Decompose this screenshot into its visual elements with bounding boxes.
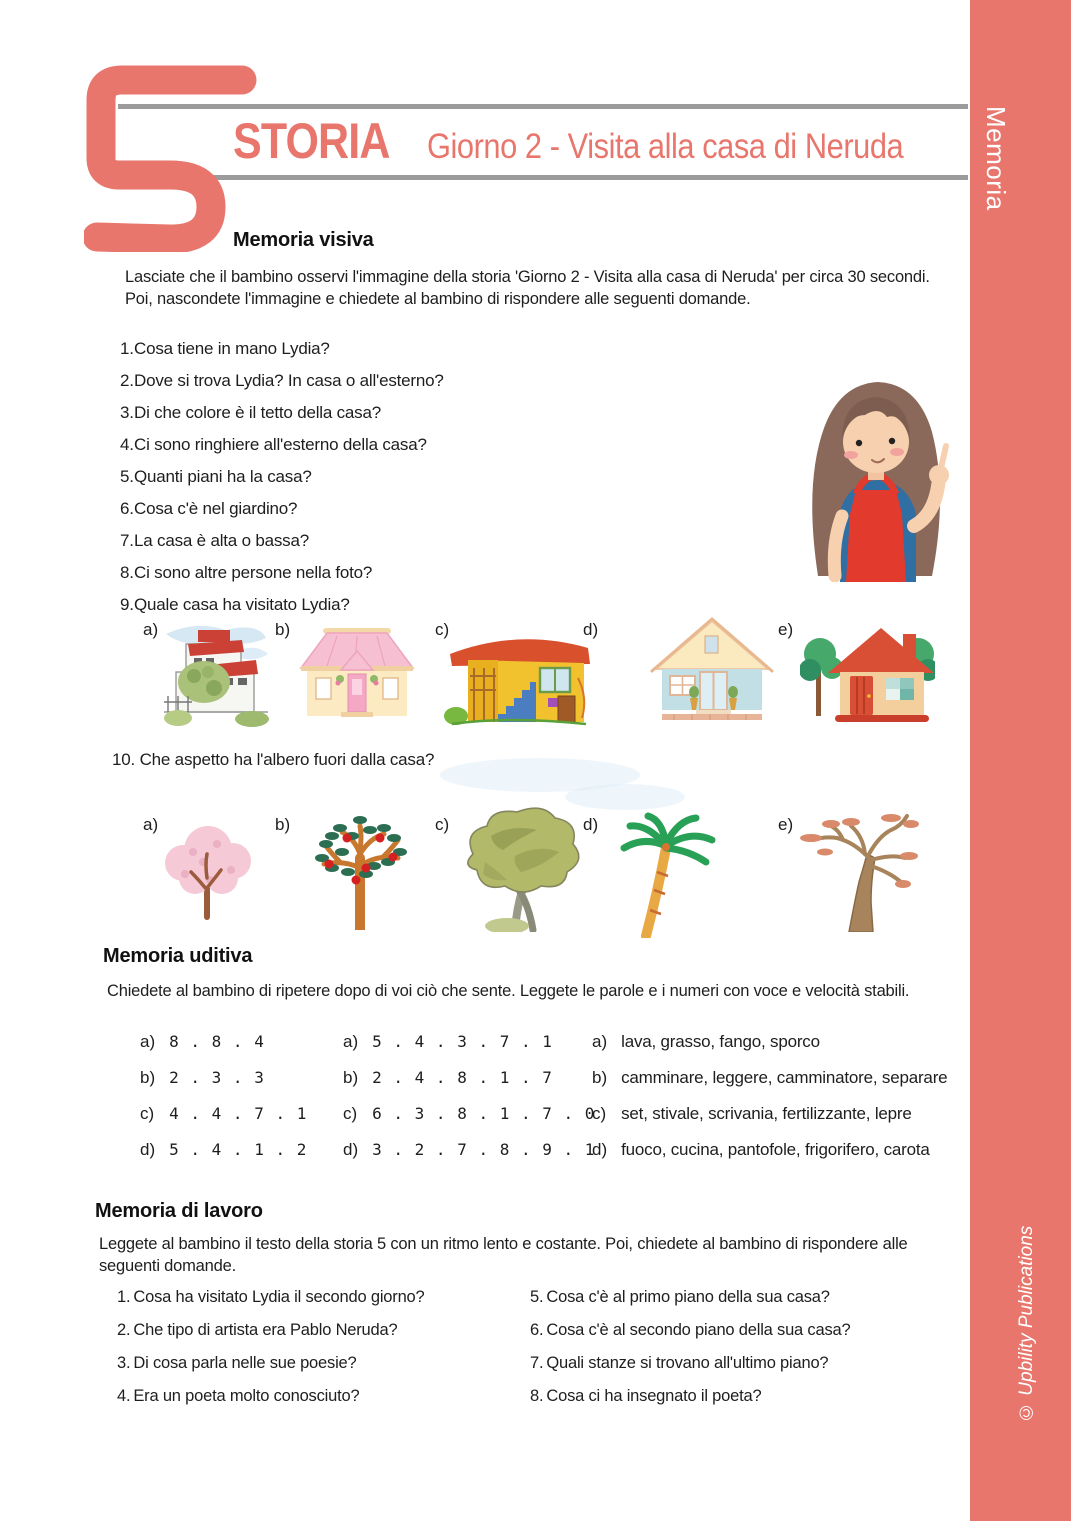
- section-heading-memoria-uditiva: Memoria uditiva: [103, 945, 253, 967]
- intro-line: Poi, nascondete l'immagine e chiedete al bambino di rispondere alle seguenti domande.: [125, 290, 751, 308]
- red-roof-house-with-trees-illustration: [800, 616, 935, 722]
- question-text: Quali stanze si trovano all'ultimo piano?: [546, 1354, 829, 1372]
- digit-sequence: 3 . 2 . 7 . 8 . 9 . 1: [372, 1140, 596, 1159]
- intro-line: seguenti domande.: [99, 1257, 236, 1275]
- option-label: b): [343, 1068, 359, 1087]
- memoria-uditiva-intro: Chiedete al bambino di ripetere dopo di voi ciò che sente. Leggete le parole e i numeri con voce e velocità stabili.: [107, 982, 910, 1000]
- question-text: Di cosa parla nelle sue poesie?: [133, 1354, 357, 1372]
- question-item: [117, 1386, 425, 1407]
- tree-option-label-e: e): [778, 815, 794, 834]
- question-item: [530, 1353, 850, 1374]
- house-option-label-c: c): [435, 620, 450, 639]
- digit-sequences-short: [140, 1032, 307, 1160]
- digit-sequence: 5 . 4 . 3 . 7 . 1: [372, 1032, 553, 1051]
- question-number: 1.: [117, 1288, 131, 1306]
- cream-blue-gable-house-illustration: [648, 616, 776, 720]
- page-title: STORIA: [233, 113, 390, 169]
- digit-sequence: 8 . 8 . 4: [169, 1032, 265, 1051]
- bare-branch-tree-illustration: [795, 810, 935, 932]
- word-sequence: camminare, leggere, camminatore, separare: [621, 1068, 948, 1087]
- question-number: 5.: [120, 467, 134, 486]
- question-text: Cosa c'è al primo piano della sua casa?: [546, 1288, 830, 1306]
- tree-option-label-d: d): [583, 815, 599, 834]
- tree-option-label-a: a): [143, 815, 159, 834]
- word-sequences: [592, 1032, 947, 1160]
- question-number: 7.: [530, 1354, 544, 1372]
- question-item: [120, 434, 444, 456]
- option-label: c): [343, 1104, 358, 1123]
- intro-line: Lasciate che il bambino osservi l'immagine della storia 'Giorno 2 - Visita alla casa di Neruda' per circa 30 secondi.: [125, 268, 930, 286]
- question-item: [120, 562, 444, 584]
- visiva-question-list: [120, 338, 444, 616]
- option-label: a): [592, 1032, 608, 1051]
- question-item: [120, 338, 444, 360]
- yellow-two-story-house-illustration: [438, 618, 593, 732]
- apple-tree-illustration: [296, 810, 426, 930]
- option-label: b): [140, 1068, 156, 1087]
- section-heading-memoria-di-lavoro: Memoria di lavoro: [95, 1200, 263, 1222]
- question-text: Cosa c'è nel giardino?: [134, 499, 298, 518]
- digit-sequence: 2 . 3 . 3: [169, 1068, 265, 1087]
- option-label: a): [140, 1032, 156, 1051]
- memoria-visiva-intro: [125, 266, 930, 310]
- question-item: [117, 1353, 425, 1374]
- question-text: Cosa ci ha insegnato il poeta?: [546, 1387, 762, 1405]
- option-label: d): [343, 1140, 359, 1159]
- question-item: [112, 750, 434, 770]
- question-text: Quale casa ha visitato Lydia?: [134, 595, 350, 614]
- question-text: Quanti piani ha la casa?: [134, 467, 312, 486]
- question-number: 6.: [120, 499, 134, 518]
- chapter-number-5-graphic: [84, 64, 260, 252]
- pink-blossom-tree-illustration: [155, 820, 265, 920]
- option-label: d): [140, 1140, 156, 1159]
- digit-sequences-long: [343, 1032, 595, 1160]
- question-number: 4.: [120, 435, 134, 454]
- question-text: Di che colore è il tetto della casa?: [134, 403, 381, 422]
- question-text: La casa è alta o bassa?: [134, 531, 309, 550]
- digit-sequence: 6 . 3 . 8 . 1 . 7 . 0: [372, 1104, 596, 1123]
- question-item: [120, 594, 444, 616]
- question-item: [530, 1320, 850, 1341]
- question-item: [530, 1287, 850, 1308]
- house-option-label-e: e): [778, 620, 794, 639]
- pink-roof-cottage-illustration: [293, 624, 421, 722]
- option-label: d): [592, 1140, 608, 1159]
- copyright-text: © Upbility Publications: [1016, 1225, 1037, 1422]
- option-label: c): [592, 1104, 607, 1123]
- word-sequence: set, stivale, scrivania, fertilizzante, lepre: [621, 1104, 912, 1123]
- option-label: a): [343, 1032, 359, 1051]
- question-text: Dove si trova Lydia? In casa o all'esterno?: [134, 371, 444, 390]
- question-number: 3.: [120, 403, 134, 422]
- question-number: 8.: [120, 563, 134, 582]
- intro-line: Leggete al bambino il testo della storia 5 con un ritmo lento e costante. Poi, chiedete al bambino di rispondere alle: [99, 1235, 908, 1253]
- question-item: [117, 1320, 425, 1341]
- question-text: Ci sono altre persone nella foto?: [134, 563, 373, 582]
- question-number: 2.: [120, 371, 134, 390]
- memoria-lavoro-intro: [99, 1233, 908, 1277]
- tree-option-label-c: c): [435, 815, 450, 834]
- question-text: Era un poeta molto conosciuto?: [133, 1387, 360, 1405]
- tree-option-label-b: b): [275, 815, 291, 834]
- question-item: [530, 1386, 850, 1407]
- header-title-row: [233, 112, 968, 170]
- question-text: Ci sono ringhiere all'esterno della casa?: [134, 435, 427, 454]
- question-text: Che tipo di artista era Pablo Neruda?: [133, 1321, 398, 1339]
- question-number: 10.: [112, 750, 136, 769]
- question-item: [120, 370, 444, 392]
- hillside-house-sketch-illustration: [158, 616, 273, 728]
- green-leafy-tree-illustration: [455, 800, 585, 932]
- palm-tree-illustration: [612, 810, 722, 938]
- digit-sequence: 5 . 4 . 1 . 2: [169, 1140, 308, 1159]
- question-number: 3.: [117, 1354, 131, 1372]
- story-subtitle: Giorno 2 - Visita alla casa di Neruda: [427, 127, 904, 166]
- question-number: 6.: [530, 1321, 544, 1339]
- question-text: Cosa tiene in mano Lydia?: [134, 339, 330, 358]
- section-heading-memoria-visiva: Memoria visiva: [233, 229, 374, 251]
- digit-sequence: 4 . 4 . 7 . 1: [169, 1104, 308, 1123]
- sidebar-section-label: Memoria: [981, 106, 1011, 211]
- word-sequence: lava, grasso, fango, sporco: [621, 1032, 820, 1051]
- question-number: 1.: [120, 339, 134, 358]
- question-number: 9.: [120, 595, 134, 614]
- option-label: b): [592, 1068, 608, 1087]
- option-label: c): [140, 1104, 155, 1123]
- digit-sequence: 2 . 4 . 8 . 1 . 7: [372, 1068, 553, 1087]
- sidebar: [970, 0, 1071, 1521]
- house-option-label-d: d): [583, 620, 599, 639]
- question-number: 5.: [530, 1288, 544, 1306]
- question-text: Cosa ha visitato Lydia il secondo giorno?: [133, 1288, 425, 1306]
- lavoro-question-list-left: [117, 1287, 425, 1407]
- question-number: 7.: [120, 531, 134, 550]
- question-text: Cosa c'è al secondo piano della sua casa?: [546, 1321, 851, 1339]
- question-number: 2.: [117, 1321, 131, 1339]
- word-sequence: fuoco, cucina, pantofole, frigorifero, carota: [621, 1140, 930, 1159]
- question-item: [120, 402, 444, 424]
- house-option-label-a: a): [143, 620, 159, 639]
- question-number: 4.: [117, 1387, 131, 1405]
- question-text: Che aspetto ha l'albero fuori dalla casa?: [139, 750, 435, 769]
- house-option-label-b: b): [275, 620, 291, 639]
- question-item: [120, 466, 444, 488]
- question-item: [117, 1287, 425, 1308]
- question-item: [120, 498, 444, 520]
- girl-pointing-illustration: [792, 364, 960, 582]
- question-number: 8.: [530, 1387, 544, 1405]
- question-item: [120, 530, 444, 552]
- lavoro-question-list-right: [530, 1287, 850, 1407]
